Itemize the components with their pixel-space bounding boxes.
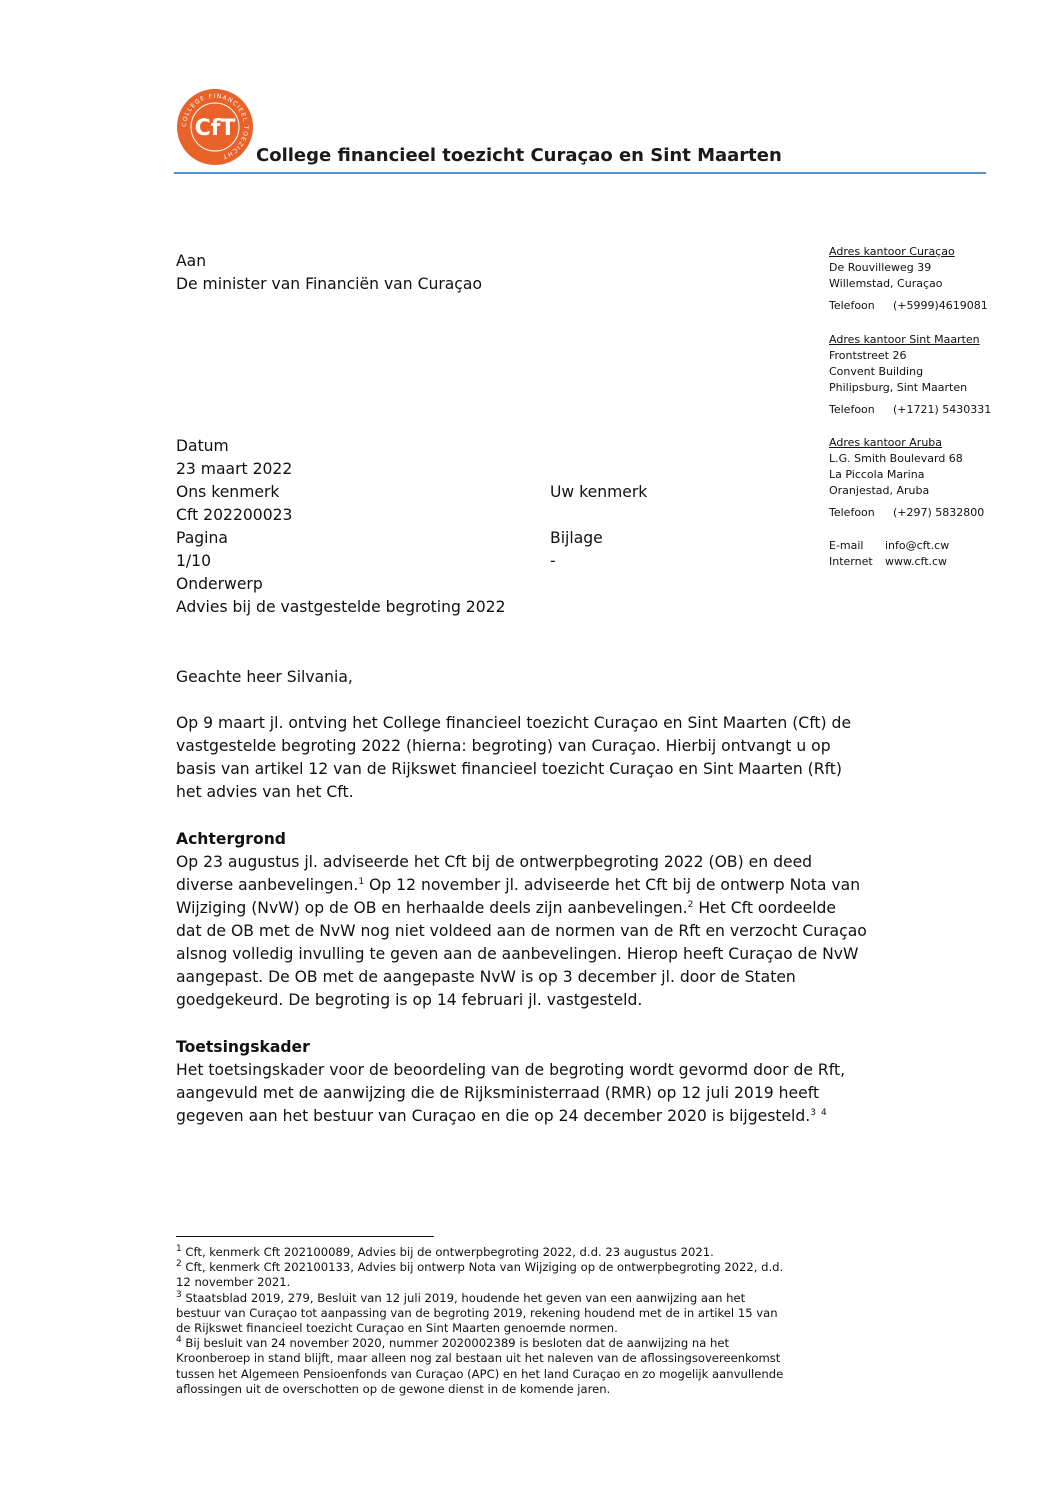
page-value: 1/10 [176,552,212,570]
website-link[interactable]: www.cft.cw [885,555,948,568]
email-link[interactable]: info@cft.cw [885,539,950,552]
phone-value: (+297) 5832800 [893,506,985,519]
section-heading: Toetsingskader [176,1038,310,1056]
phone-label: Telefoon [829,506,875,519]
recipient-name: De minister van Financiën van Curaçao [176,275,482,293]
logo-text: CfT [194,116,236,141]
address-line: Frontstreet 26 [829,349,907,362]
internet-label: Internet [829,555,873,568]
address-aruba-heading: Adres kantoor Aruba [829,436,943,449]
paragraph-line: vastgestelde begroting 2022 (hierna: begroting) van Curaçao. Hierbij ontvangt u op [176,737,831,755]
your-reference-label: Uw kenmerk [550,483,648,501]
paragraph-line: Op 9 maart jl. ontving het College financieel toezicht Curaçao en Sint Maarten (Cft) de [176,714,852,732]
footnote-line: Kroonberoep in stand blijft, maar alleen nog zal bestaan uit het naleven van de aflossingsovereenkomst [176,1351,781,1366]
address-line: Philipsburg, Sint Maarten [829,381,968,394]
contact-info [829,538,949,570]
paragraph-line: basis van artikel 12 van de Rijkswet financieel toezicht Curaçao en Sint Maarten (Rft) [176,760,842,778]
section-achtergrond [176,828,886,1012]
phone-label: Telefoon [829,403,875,416]
paragraph-line: diverse aanbevelingen.$^1$ Op 12 november jl. adviseerde het Cft bij de ontwerp Nota van [176,876,861,894]
address-line: La Piccola Marina [829,468,925,481]
attachment-label: Bijlage [550,529,603,547]
address-aruba [829,435,984,521]
paragraph-line: alsnog volledig invulling te geven aan de aanbevelingen. Hierop heeft Curaçao de NvW [176,945,859,963]
header-divider [174,172,986,174]
address-line: De Rouvilleweg 39 [829,261,932,274]
attachment-value: - [550,552,556,570]
footnote-2: $^2$ Cft, kenmerk Cft 202100133, Advies bij ontwerp Nota van Wijziging op de ontwerpbegroting 2022, d.d. [176,1259,784,1275]
our-reference-value: Cft 202200023 [176,506,293,524]
footnote-line: tussen het Algemeen Pensioenfonds van Curaçao (APC) en het land Curaçao en zo mogelijk aanvullende [176,1366,784,1381]
footnote-line: bestuur van Curaçao tot aanpassing van de begroting 2019, rekening houdend met de in artikel 15 van [176,1305,778,1320]
phone-value: (+5999)4619081 [893,299,988,312]
intro-paragraph [176,712,886,804]
date-value: 23 maart 2022 [176,460,293,478]
address-sint-maarten [829,332,991,418]
date-label: Datum [176,437,229,455]
footnote-line: aflossingen uit de overschotten op de gewone dienst in de komende jaren. [176,1381,611,1396]
organization-name: College financieel toezicht Curaçao en Sint Maarten [256,145,782,166]
footnote-ref[interactable]: 1 [358,876,365,887]
address-line: Convent Building [829,365,924,378]
section-heading: Achtergrond [176,830,286,848]
cft-logo [176,88,254,166]
phone-label: Telefoon [829,299,875,312]
email-label: E-mail [829,539,864,552]
address-line: Willemstad, Curaçao [829,277,943,290]
page-label: Pagina [176,529,228,547]
paragraph-line: goedgekeurd. De begroting is op 14 februari jl. vastgesteld. [176,991,643,1009]
address-curacao-heading: Adres kantoor Curaçao [829,245,955,258]
section-toetsingskader [176,1036,886,1128]
paragraph-line: aangevuld met de aanwijzing die de Rijksministerraad (RMR) op 12 juli 2019 heeft [176,1084,820,1102]
paragraph-line: het advies van het Cft. [176,783,354,801]
phone-value: (+1721) 5430331 [893,403,992,416]
paragraph-line: dat de OB met de NvW nog niet voldeed aan de normen van de Rft en verzocht Curaçao [176,922,867,940]
recipient-label: Aan [176,252,207,270]
paragraph-line: Het toetsingskader voor de beoordeling van de begroting wordt gevormd door de Rft, [176,1061,846,1079]
footnote-1: $^1$ Cft, kenmerk Cft 202100089, Advies bij de ontwerpbegroting 2022, d.d. 23 augustus 2021. [176,1244,714,1259]
paragraph-line: aangepast. De OB met de aangepaste NvW is op 3 december jl. door de Staten [176,968,796,986]
address-sint-maarten-heading: Adres kantoor Sint Maarten [829,333,980,346]
subject-value: Advies bij de vastgestelde begroting 2022 [176,598,506,616]
footnote-ref[interactable]: 4 [820,1107,827,1118]
paragraph-line: Op 23 augustus jl. adviseerde het Cft bij de ontwerpbegroting 2022 (OB) en deed [176,853,813,871]
footnote-divider [176,1236,434,1237]
subject-label: Onderwerp [176,575,263,593]
paragraph-line: gegeven aan het bestuur van Curaçao en die op 24 december 2020 is bijgesteld.$^3$ $^4$ [176,1107,827,1125]
logo-ring-text: COLLEGE FINANCIEEL TOEZICHT [180,92,250,161]
footnote-ref[interactable]: 2 [687,899,694,910]
address-line: L.G. Smith Boulevard 68 [829,452,963,465]
footnote-line: 12 november 2021. [176,1275,291,1290]
salutation: Geachte heer Silvania, [176,668,353,686]
paragraph-line: Wijziging (NvW) op de OB en herhaalde deels zijn aanbevelingen.$^2$ Het Cft oordeelde [176,899,837,917]
footnote-3: $^3$ Staatsblad 2019, 279, Besluit van 12 juli 2019, houdende het geven van een aanwijzing aan het [176,1289,746,1305]
address-line: Oranjestad, Aruba [829,484,930,497]
address-curacao [829,244,988,314]
footnote-4: $^4$ Bij besluit van 24 november 2020, nummer 2020002389 is besloten dat de aanwijzing na het [176,1335,730,1351]
footnote-ref[interactable]: 3 [810,1107,816,1118]
footnote-line: de Rijkswet financieel toezicht Curaçao en Sint Maarten genoemde normen. [176,1321,618,1336]
our-reference-label: Ons kenmerk [176,483,280,501]
footnotes [176,1245,783,1397]
